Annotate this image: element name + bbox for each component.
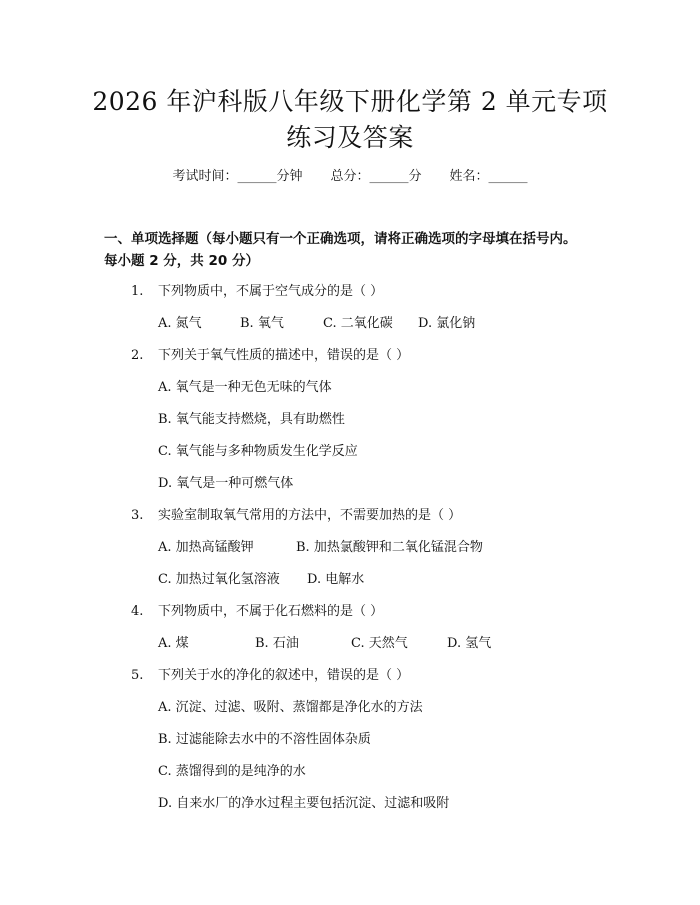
question-number: 2. (131, 348, 144, 363)
question-text: 下列物质中，不属于化石燃料的是（ ） (158, 604, 384, 619)
question-number: 1. (131, 284, 144, 299)
question-1 (131, 282, 383, 302)
section-heading-line-2: 每小题 2 分，共 20 分） (104, 253, 259, 269)
q5-option-a: A. 沉淀、过滤、吸附、蒸馏都是净化水的方法 (158, 700, 423, 715)
q2-option-d: D. 氧气是一种可燃气体 (158, 476, 294, 491)
q5-option-b: B. 过滤能除去水中的不溶性固体杂质 (158, 732, 371, 747)
question-4 (131, 602, 383, 622)
q5-option-d: D. 自来水厂的净水过程主要包括沉淀、过滤和吸附 (158, 796, 450, 811)
q2-option-b: B. 氧气能支持燃烧，具有助燃性 (158, 412, 345, 427)
question-text: 下列关于氧气性质的描述中，错误的是（ ） (158, 348, 410, 363)
q4-option-a: A. 煤 (158, 636, 189, 651)
q1-option-b: B. 氧气 (240, 316, 284, 331)
student-name: 姓名：______ (449, 169, 528, 184)
q5-option-c: C. 蒸馏得到的是纯净的水 (158, 764, 306, 779)
question-text: 实验室制取氧气常用的方法中，不需要加热的是（ ） (158, 508, 462, 523)
q3-option-d: D. 电解水 (307, 572, 365, 587)
exam-meta (0, 167, 700, 187)
q1-option-c: C. 二氧化碳 (323, 316, 393, 331)
q1-option-d: D. 氯化钠 (418, 316, 476, 331)
q2-option-a: A. 氧气是一种无色无味的气体 (158, 380, 332, 395)
q4-option-c: C. 天然气 (351, 636, 408, 651)
q3-option-b: B. 加热氯酸钾和二氧化锰混合物 (296, 540, 483, 555)
q3-option-c: C. 加热过氧化氢溶液 (158, 572, 280, 587)
question-2 (131, 346, 409, 366)
q4-option-d: D. 氢气 (447, 636, 492, 651)
q2-option-c: C. 氧气能与多种物质发生化学反应 (158, 444, 358, 459)
question-number: 3. (131, 508, 144, 523)
exam-total-score: 总分：______分 (330, 169, 422, 184)
question-text: 下列物质中，不属于空气成分的是（ ） (158, 284, 384, 299)
question-number: 4. (131, 604, 144, 619)
question-5 (131, 666, 409, 686)
doc-title-line-1: 2026 年沪科版八年级下册化学第 2 单元专项 (92, 87, 608, 116)
exam-time: 考试时间：______分钟 (172, 169, 303, 184)
q4-option-b: B. 石油 (255, 636, 299, 651)
section-heading-line-1: 一、单项选择题（每小题只有一个正确选项，请将正确选项的字母填在括号内。 (104, 231, 577, 247)
q3-option-a: A. 加热高锰酸钾 (158, 540, 254, 555)
question-number: 5. (131, 668, 144, 683)
question-3 (131, 506, 461, 526)
q1-option-a: A. 氮气 (158, 316, 202, 331)
question-text: 下列关于水的净化的叙述中，错误的是（ ） (158, 668, 410, 683)
doc-title-line-2: 练习及答案 (286, 123, 414, 152)
